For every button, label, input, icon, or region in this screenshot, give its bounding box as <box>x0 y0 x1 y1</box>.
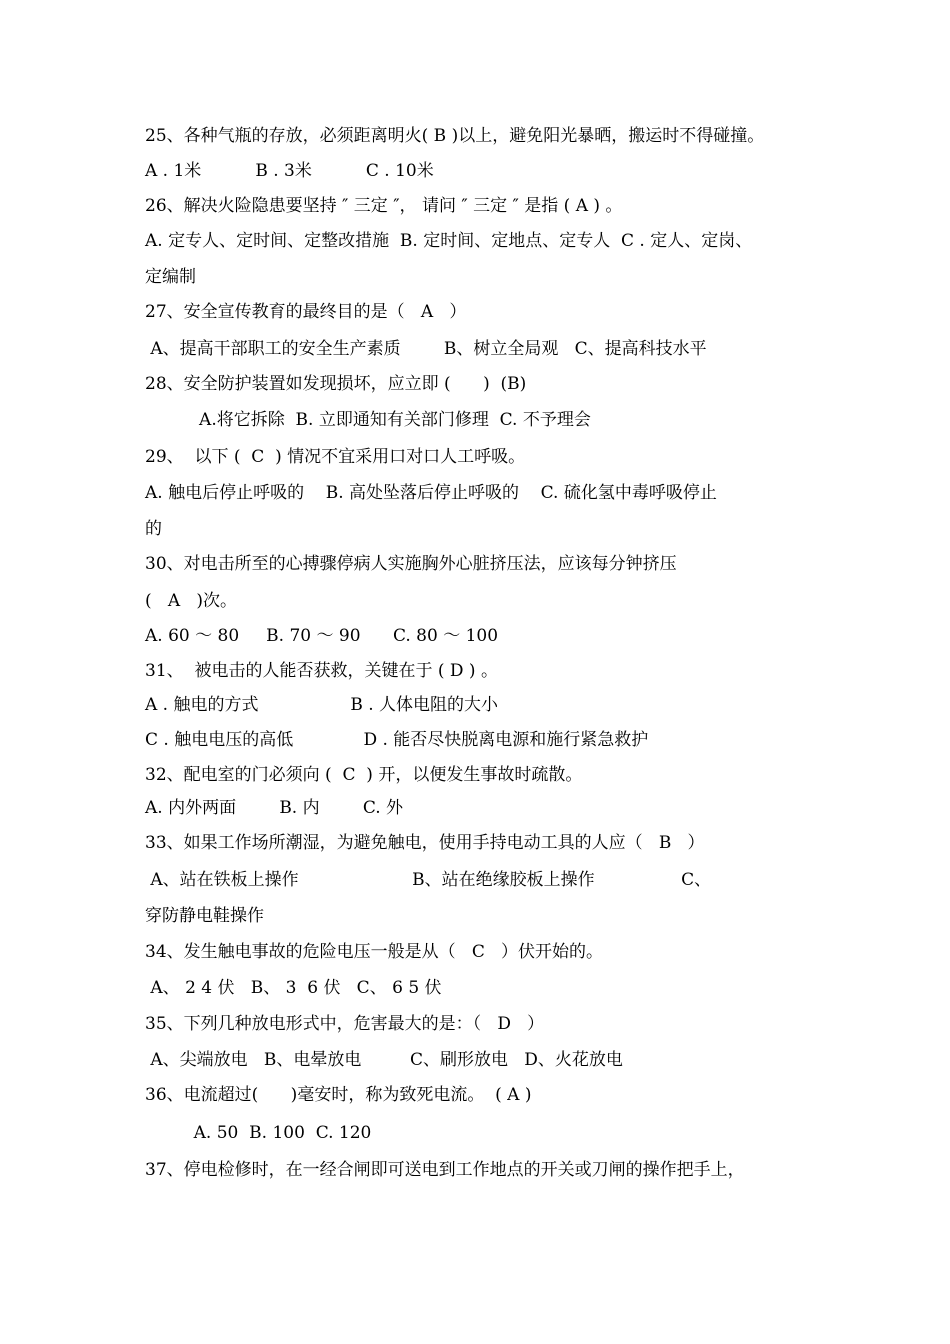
options-26-cont: 定编制 <box>145 267 196 287</box>
question-35: 35、下列几种放电形式中，危害最大的是：（ D ） <box>145 1014 545 1034</box>
question-37: 37、停电检修时，在一经合闸即可送电到工作地点的开关或刀闸的操作把手上， <box>145 1160 745 1180</box>
options-30: A. 60 ～ 80 B. 70 ～ 90 C. 80 ～ 100 <box>145 626 499 646</box>
question-33: 33、如果工作场所潮湿，为避免触电，使用手持电动工具的人应（ B ） <box>145 833 705 853</box>
question-31: 31、 被电击的人能否获救，关键在于 ( D ) 。 <box>145 661 498 681</box>
options-34: A、 2 4 伏 B、 3 6 伏 C、 6 5 伏 <box>145 978 442 998</box>
options-28: A.将它拆除 B. 立即通知有关部门修理 C. 不予理会 <box>145 410 591 430</box>
options-32: A. 内外两面 B. 内 C. 外 <box>145 798 404 818</box>
options-33-cont: 穿防静电鞋操作 <box>145 906 264 926</box>
question-27: 27、安全宣传教育的最终目的是（ A ） <box>145 302 467 322</box>
question-30: 30、对电击所至的心搏骤停病人实施胸外心脏挤压法，应该每分钟挤压 <box>145 554 677 574</box>
question-34: 34、发生触电事故的危险电压一般是从（ C ）伏开始的。 <box>145 942 604 962</box>
options-25: A . 1米 B . 3米 C . 10米 <box>145 161 434 181</box>
question-29: 29、 以下 ( C ) 情况不宜采用口对口人工呼吸。 <box>145 447 526 467</box>
options-31-ab: A . 触电的方式 B . 人体电阻的大小 <box>145 695 499 715</box>
question-30-cont: ( A )次。 <box>145 591 237 611</box>
options-36: A. 50 B. 100 C. 120 <box>145 1123 372 1143</box>
options-29: A. 触电后停止呼吸的 B. 高处坠落后停止呼吸的 C. 硫化氢中毒呼吸停止 <box>145 483 717 503</box>
options-31-cd: C . 触电电压的高低 D . 能否尽快脱离电源和施行紧急救护 <box>145 730 649 750</box>
question-28: 28、安全防护装置如发现损坏，应立即 ( ) (B) <box>145 374 527 394</box>
question-26: 26、解决火险隐患要坚持 ″ 三定 ″， 请问 ″ 三定 ″ 是指 ( A ) 。 <box>145 196 623 216</box>
question-36: 36、电流超过( )毫安时，称为致死电流。 ( A ) <box>145 1085 532 1105</box>
options-35: A、尖端放电 B、电晕放电 C、刷形放电 D、火花放电 <box>145 1050 623 1070</box>
question-32: 32、配电室的门必须向 ( C ) 开，以便发生事故时疏散。 <box>145 765 583 785</box>
options-33: A、站在铁板上操作 B、站在绝缘胶板上操作 C、 <box>145 870 712 890</box>
options-26: A. 定专人、定时间、定整改措施 B. 定时间、定地点、定专人 C . 定人、定岗、 <box>145 231 753 251</box>
options-29-cont: 的 <box>145 519 162 539</box>
question-25: 25、各种气瓶的存放，必须距离明火( B )以上，避免阳光暴晒，搬运时不得碰撞。 <box>145 126 765 146</box>
options-27: A、提高干部职工的安全生产素质 B、树立全局观 C、提高科技水平 <box>145 339 707 359</box>
